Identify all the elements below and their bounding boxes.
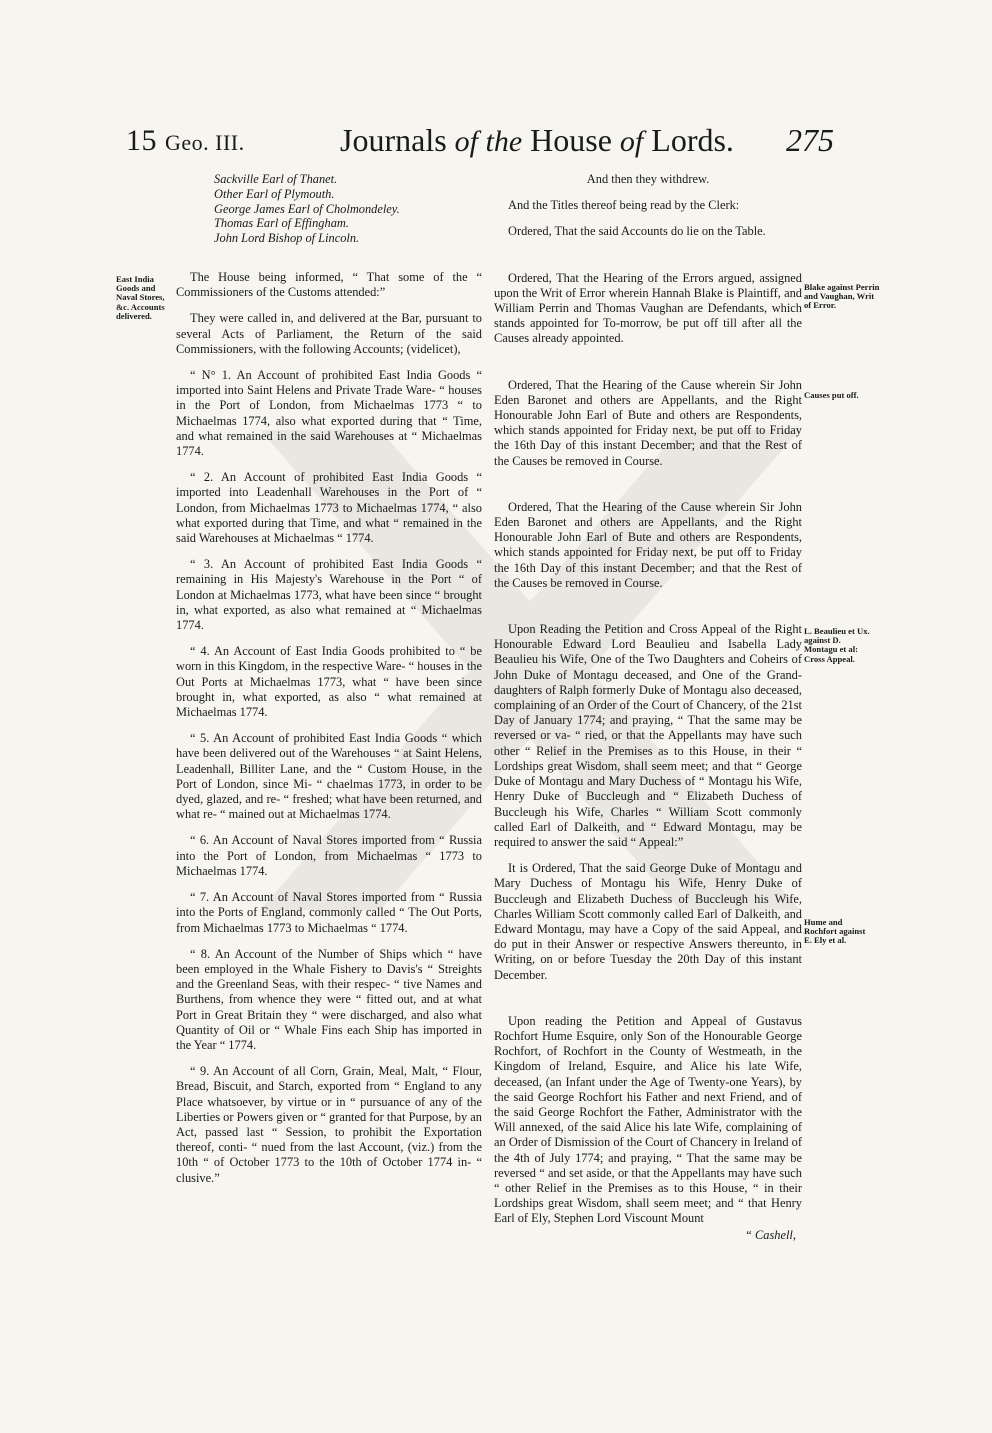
peer-list bbox=[214, 172, 482, 246]
paragraph: Upon Reading the Petition and Cross Appeal of the Right Honourable Edward Lord Beaulieu and Isabella Lady Beaulieu his Wife, One of the Two Daughters and Coheirs of John Duke of Montagu deceased, and One of the Grand-daughters of Ralph formerly Duke of Montagu also deceased, complaining of an Order of the Court of Chancery, of the 21st Day of January 1774; and praying, “ That the same may be reversed or va- “ ried, or that the Appellants may have such other “ Relief in the Premises as to this House, in their “ Lordships great Wisdom, shall seem meet; and that “ George Duke of Montagu and Mary Duchess of “ Montagu his Wife, Henry Duke of Buccleugh and “ Elizabeth Duchess of Buccleugh his Wife, Charles “ William Scott commonly called Earl of Dalkeith, and “ Edward Montagu, may be required to answer the said “ Appeal:” bbox=[494, 622, 802, 849]
header-session bbox=[126, 124, 245, 158]
paragraph: And the Titles thereof being read by the Clerk: bbox=[508, 198, 740, 213]
account-item: “ 6. An Account of Naval Stores imported from “ Russia into the Port of London, from Michaelmas “ 1773 to Michaelmas 1774. bbox=[176, 833, 482, 878]
margin-note-hume: Hume and Rochfort against E. Ely et al. bbox=[804, 917, 866, 946]
paragraph: And then they withdrew. bbox=[586, 172, 710, 186]
margin-note-causes: Causes put off. bbox=[804, 390, 859, 400]
peer-entry: John Lord Bishop of Lincoln. bbox=[214, 231, 360, 246]
page-number: 275 bbox=[786, 122, 834, 158]
account-item: “ N° 1. An Account of prohibited East India Goods “ imported into Saint Helens and Private Trade Ware- “ houses in the Port of London, from Michaelmas 1773 “ to Michaelmas 1774, also what exported during that “ Time, and what remained in the said Warehouses at “ Michaelmas 1774. bbox=[176, 368, 482, 459]
header-session-number: 15 bbox=[126, 124, 157, 157]
header-title-word: of bbox=[619, 125, 644, 158]
left-column bbox=[176, 172, 482, 1197]
peer-entry: Sackville Earl of Thanet. bbox=[214, 172, 338, 186]
header-title-word: Lords. bbox=[651, 122, 734, 158]
paragraph: Ordered, That the Hearing of the Errors argued, assigned upon the Writ of Error wherein Hannah Blake is Plaintiff, and William Perrin and Thomas Vaughan are Defendants, which stands appointed for To-morrow, be put off till after all the Causes already appointed. bbox=[494, 270, 802, 346]
peer-entry: George James Earl of Cholmondeley. bbox=[214, 201, 400, 216]
paragraph: They were called in, and delivered at the Bar, pursuant to several Acts of Parliament, the Return of the said Commissioners, with the following Accounts; (videlicet), bbox=[176, 311, 482, 356]
account-item: “ 7. An Account of Naval Stores imported from “ Russia into the Ports of England, commonly called “ The Out Ports, from Michaelmas 1773 to Michaelmas “ 1774. bbox=[176, 890, 482, 935]
paragraph: Ordered, That the said Accounts do lie on the Table. bbox=[508, 224, 766, 239]
account-item: “ 2. An Account of prohibited East India Goods “ imported into Leadenhall Warehouses in the Port of “ London, from Michaelmas 1773 to Michaelmas 1774, “ also what exported during that Time, and what “ remained in the said Warehouses at Michaelmas “ 1774. bbox=[176, 470, 482, 546]
account-item: “ 4. An Account of East India Goods prohibited to “ be worn in this Kingdom, in the respective Ware- “ houses in the Out Ports at Michaelmas 1773, what “ have been since brought in, what exported, as also “ what remained at Michaelmas 1774. bbox=[176, 644, 482, 720]
paragraph: The House being informed, “ That some of the “ Commissioners of the Customs attended:” bbox=[176, 269, 482, 300]
margin-note-beaulieu: L. Beaulieu et Ux. against D. Montagu et al: Cross Appeal. bbox=[804, 626, 870, 664]
paragraph: Ordered, That the Hearing of the Cause wherein Sir John Eden Baronet and others are Appellants, and the Right Honourable John Earl of Bute and others are Respondents, which stands appointed for Friday next, be put off to Friday the 16th Day of this instant December; and that the Rest of the Causes be removed in Course. bbox=[494, 377, 802, 468]
account-item: “ 8. An Account of the Number of Ships which “ have been employed in the Whale Fishery to Davis's “ Streights and the Greenland Seas, with their respec- “ tive Names and Burthens, from whence they were “ fitted out, and at what Port in Great Britain they “ were discharged, and also what Quantity of Oil or “ Whale Fins each Ship has imported in the Year “ 1774. bbox=[176, 946, 482, 1052]
peer-entry: Other Earl of Plymouth. bbox=[214, 186, 335, 201]
paragraph: It is Ordered, That the said George Duke of Montagu and Mary Duchess of Montagu his Wife, Henry Duke of Buccleugh and Elizabeth Duchess of Buccleugh his Wife, Charles William Scott commonly called Earl of Dalkeith, and Edward Montagu, may have a Copy of the said Appeal, and do put in their Answer or respective Answers thereunto, in Writing, on or before Tuesday the 20th Day of this instant December. bbox=[494, 861, 802, 982]
account-item: “ 9. An Account of all Corn, Grain, Meal, Malt, “ Flour, Bread, Biscuit, and Starch, exported from “ England to any Place whatsoever, by virtue or in “ pursuance of any of the Liberties or Powers given or “ granted for that Purpose, by an Act, passed last “ Session, to prohibit the Exportation thereof, conti- “ nued from the last Account, (viz.) from the 10th “ of October 1773 to the 10th of October 1774 in- “ clusive.” bbox=[176, 1064, 482, 1185]
header-title bbox=[340, 122, 734, 159]
header-title-word: of the bbox=[454, 125, 523, 158]
paragraph: Upon reading the Petition and Appeal of Gustavus Rochfort Hume Esquire, only Son of the Honourable George Rochfort, of Rochfort in the County of Westmeath, in the Kingdom of Ireland, Esquire, and Alice his late Wife, deceased, (an Infant under the Age of Twenty-one Years), by the said George Rochfort his Father and next Friend, and of the said George Rochfort the Father, Administrator with the Will annexed, of the said Alice his late Wife, complaining of an Order of Dismission of the Court of Chancery in Ireland of the 4th of July 1774; and praying, “ That the same may be reversed “ and set aside, or that the Appellants may have such “ other Relief in the Premises as to this House, “ in their Lordships great Wisdom, shall seem meet; and “ that Henry Earl of Ely, Stephen Lord Viscount Mount bbox=[494, 1013, 802, 1226]
account-item: “ 5. An Account of prohibited East India Goods “ which have been delivered out of the Warehouses “ at Saint Helens, Leadenhall, Billiter Lane, and the “ Custom House, in the Port of London, since Mi- “ chaelmas 1773, in order to be dyed, glazed, and re- “ freshed; what have been returned, and what re- “ mained out at Michaelmas 1774. bbox=[176, 731, 482, 822]
account-item: “ 3. An Account of prohibited East India Goods “ remaining in His Majesty's Warehouse in the Port “ of London at Michaelmas 1773, what have been since “ brought in, what exported, as also what remained at “ Michaelmas 1774. bbox=[176, 557, 482, 633]
margin-note-accounts: East India Goods and Naval Stores, &c. Accounts delivered. bbox=[116, 274, 165, 321]
header-title-word: Journals bbox=[340, 122, 447, 158]
header-title-word: House bbox=[530, 122, 612, 158]
peer-entry: Thomas Earl of Effingham. bbox=[214, 216, 349, 231]
right-column bbox=[494, 172, 802, 1238]
catchword: “ Cashell, bbox=[745, 1228, 796, 1242]
margin-note-blake: Blake against Perrin and Vaughan, Writ of Error. bbox=[804, 282, 880, 311]
paragraph: Ordered, That the Hearing of the Cause wherein Sir John Eden Baronet and others are Appellants, and the Right Honourable John Earl of Bute and others are Respondents, which stands appointed for Friday next, be put off to Friday the 16th Day of this instant December; and that the Rest of the Causes be removed in Course. bbox=[494, 499, 802, 590]
header-session-label: Geo. III. bbox=[165, 130, 245, 155]
